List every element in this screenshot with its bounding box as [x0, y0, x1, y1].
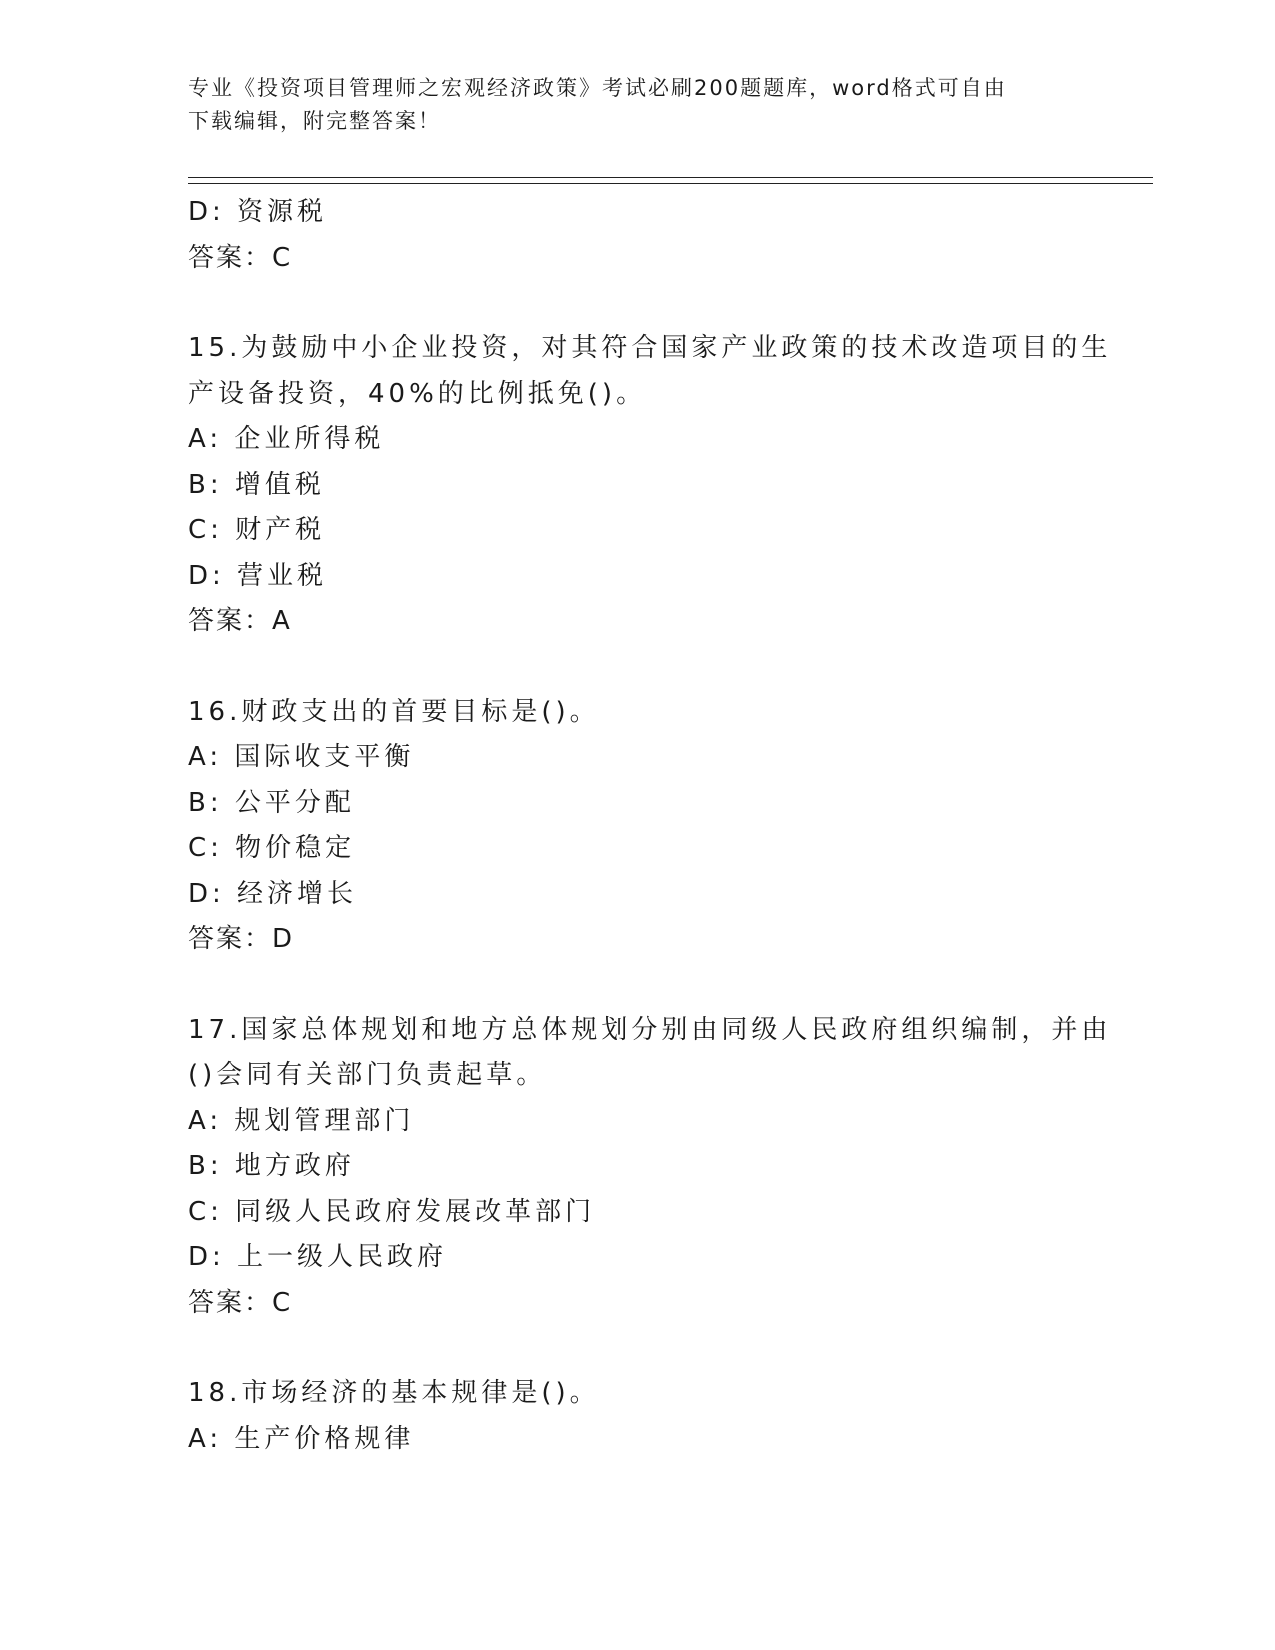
question-15-stem-line-1: 15.为鼓励中小企业投资，对其符合国家产业政策的技术改造项目的生 — [188, 333, 1112, 363]
question-16-option-a: A: 国际收支平衡 — [188, 742, 415, 772]
header-rule-bottom — [188, 183, 1153, 184]
header-line-2: 下载编辑，附完整答案！ — [188, 109, 441, 133]
question-17-stem-line-2: ()会同有关部门负责起草。 — [188, 1060, 547, 1090]
prev-answer: 答案：C — [188, 242, 293, 273]
question-15-stem-line-2: 产设备投资，40%的比例抵免()。 — [188, 378, 647, 409]
question-list — [188, 190, 1112, 1462]
question-16-option-b: B: 公平分配 — [188, 787, 355, 818]
question-15-option-c: C: 财产税 — [188, 515, 326, 545]
prev-option-d: D: 资源税 — [188, 197, 328, 227]
question-15-option-b: B: 增值税 — [188, 469, 325, 500]
question-15-option-a: A: 企业所得税 — [188, 424, 385, 454]
header-rule-top — [188, 177, 1153, 178]
question-15-answer: 答案：A — [188, 606, 292, 636]
question-16-answer: 答案：D — [188, 924, 295, 954]
question-15-option-d: D: 营业税 — [188, 560, 328, 591]
question-17-answer: 答案：C — [188, 1287, 293, 1318]
question-16-stem-line-1: 16.财政支出的首要目标是()。 — [188, 696, 600, 727]
question-18-stem-line-1: 18.市场经济的基本规律是()。 — [188, 1378, 600, 1408]
question-17-option-d: D: 上一级人民政府 — [188, 1242, 448, 1272]
document-header — [188, 72, 1068, 138]
question-17-option-a: A: 规划管理部门 — [188, 1105, 415, 1136]
question-18-option-a: A: 生产价格规律 — [188, 1423, 415, 1454]
question-17-stem-line-1: 17.国家总体规划和地方总体规划分别由同级人民政府组织编制，并由 — [188, 1014, 1112, 1045]
header-line-1: 专业《投资项目管理师之宏观经济政策》考试必刷200题题库，word格式可自由 — [188, 76, 1007, 100]
question-16-option-c: C: 物价稳定 — [188, 833, 356, 863]
question-17-option-b: B: 地方政府 — [188, 1151, 355, 1181]
question-17-option-c: C: 同级人民政府发展改革部门 — [188, 1196, 596, 1227]
question-16-option-d: D: 经济增长 — [188, 878, 358, 909]
